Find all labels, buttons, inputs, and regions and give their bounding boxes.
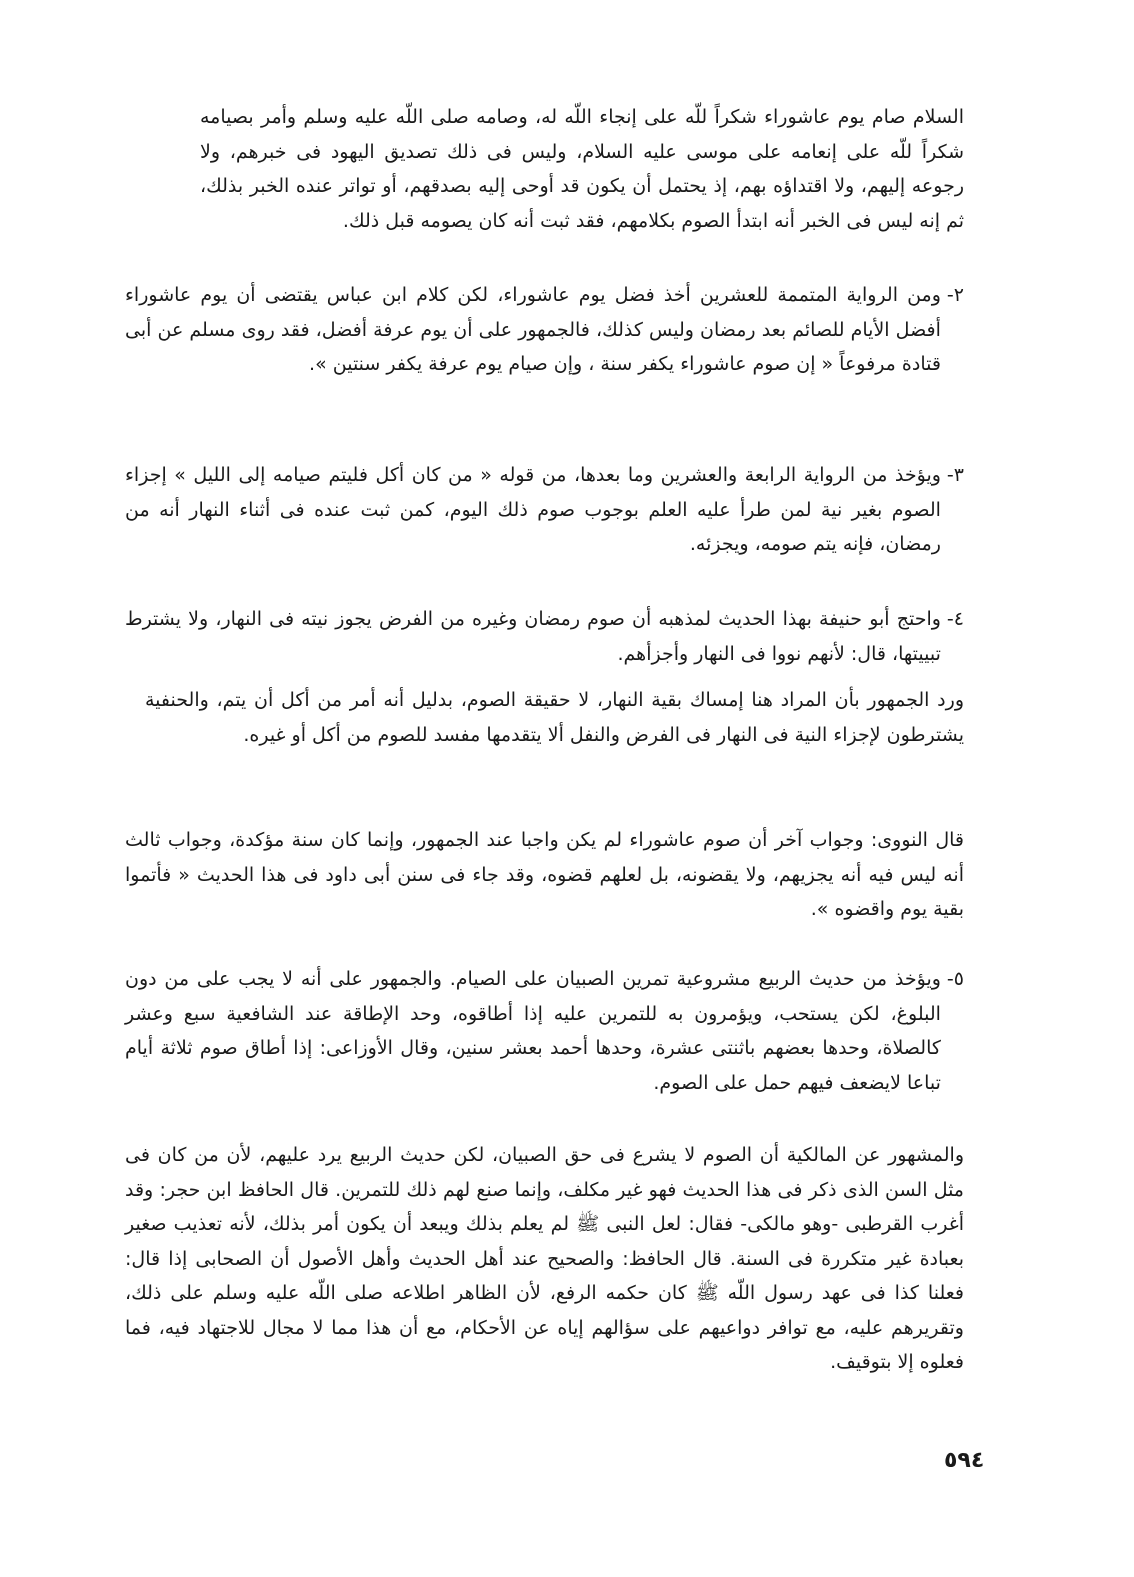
paragraph-nawawi: قال النووى: وجواب آخر أن صوم عاشوراء لم يكن واجبا عند الجمهور، وإنما كان سنة مؤكدة، وجواب ثالث أنه ليس فيه أنه يجزيهم، ولا يقضونه، بل لعلهم قضوه، وقد جاء فى سنن أبى داود فى هذا الحديث « فأتموا بقية يوم واقضوه ». [125,829,964,920]
list-item-text: ويؤخذ من الرواية الرابعة والعشرين وما بعدها، من قوله « من كان أكل فليتم صيامه إلى الليل » إجزاء الصوم بغير نية لمن طرأ عليه العلم بوجوب صوم ذلك اليوم، كمن ثبت عنده فى أثناء النهار أنه من رمضان، فإنه يتم صومه، ويجزئه. [125,464,941,555]
list-item-5 [125,962,964,1100]
paragraph-intro: السلام صام يوم عاشوراء شكراً للّه على إنجاء اللّه له، وصامه صلى اللّه عليه وسلم وأمر بصيامه شكراً للّه على إنعامه على موسى عليه السلام، وليس فى ذلك تصديق اليهود فى خبرهم، ولا رجوعه إليهم، ولا اقتداؤه بهم، إذ يحتمل أن يكون قد أوحى إليه بصدقهم، أو تواتر عنده الخبر بذلك، ثم إنه ليس فى الخبر أنه ابتدأ الصوم بكلامهم، فقد ثبت أنه كان يصومه قبل ذلك. [200,106,964,232]
list-item-4 [125,602,964,671]
paragraph-maliki: والمشهور عن المالكية أن الصوم لا يشرع فى حق الصبيان، لكن حديث الربيع يرد عليهم، لأن من كان فى مثل السن الذى ذكر فى هذا الحديث فهو غير مكلف، وإنما صنع لهم ذلك للتمرين. قال الحافظ ابن حجر: وقد أغرب القرطبى -وهو مالكى- فقال: لعل النبى ﷺ لم يعلم بذلك ويبعد أن يكون أمر بذلك، لأنه تعذيب صغير بعبادة غير متكررة فى السنة. قال الحافظ: والصحيح عند أهل الحديث وأهل الأصول أن الصحابى إذا قال: فعلنا كذا فى عهد رسول اللّه ﷺ كان حكمه الرفع، لأن الظاهر اطلاعه صلى اللّه عليه وسلم على ذلك، وتقريرهم عليه، مع توافر دواعيهم على سؤالهم إياه عن الأحكام، مع أن هذا مما لا مجال للاجتهاد فيه، فما فعلوه إلا بتوقيف. [125,1144,964,1373]
list-item-number: ٥- [946,968,964,990]
list-item-number: ٣- [946,464,964,486]
list-item-3 [125,458,964,562]
list-item-number: ٢- [946,284,964,306]
page-number: ٥٩٤ [944,1448,985,1473]
list-item-number: ٤- [946,608,964,630]
list-item-text: ويؤخذ من حديث الربيع مشروعية تمرين الصبيان على الصيام. والجمهور على أنه لا يجب على من دون البلوغ، لكن يستحب، ويؤمرون به للتمرين عليه إذا أطاقوه، وحد الإطاقة عند الشافعية سبع وعشر كالصلاة، وحدها بعضهم باثنتى عشرة، وحدها أحمد بعشر سنين، وقال الأوزاعى: إذا أطاق صوم ثلاثة أيام تباعا لايضعف فيهم حمل على الصوم. [125,968,941,1094]
list-item-2 [125,278,964,382]
paragraph-jumhur-reply: ورد الجمهور بأن المراد هنا إمساك بقية النهار، لا حقيقة الصوم، بدليل أنه أمر من أكل أن يتم، والحنفية يشترطون لإجزاء النية فى النهار فى الفرض والنفل ألا يتقدمها مفسد للصوم من أكل أو غيره. [145,689,964,746]
list-item-text: ومن الرواية المتممة للعشرين أخذ فضل يوم عاشوراء، لكن كلام ابن عباس يقتضى أن يوم عاشوراء أفضل الأيام للصائم بعد رمضان وليس كذلك، فالجمهور على أن يوم عرفة أفضل، فقد روى مسلم عن أبى قتادة مرفوعاً « إن صوم عاشوراء يكفر سنة ، وإن صيام يوم عرفة يكفر سنتين ». [125,284,941,375]
list-item-text: واحتج أبو حنيفة بهذا الحديث لمذهبه أن صوم رمضان وغيره من الفرض يجوز نيته فى النهار، ولا يشترط تبييتها، قال: لأنهم نووا فى النهار وأجزأهم. [125,608,941,665]
